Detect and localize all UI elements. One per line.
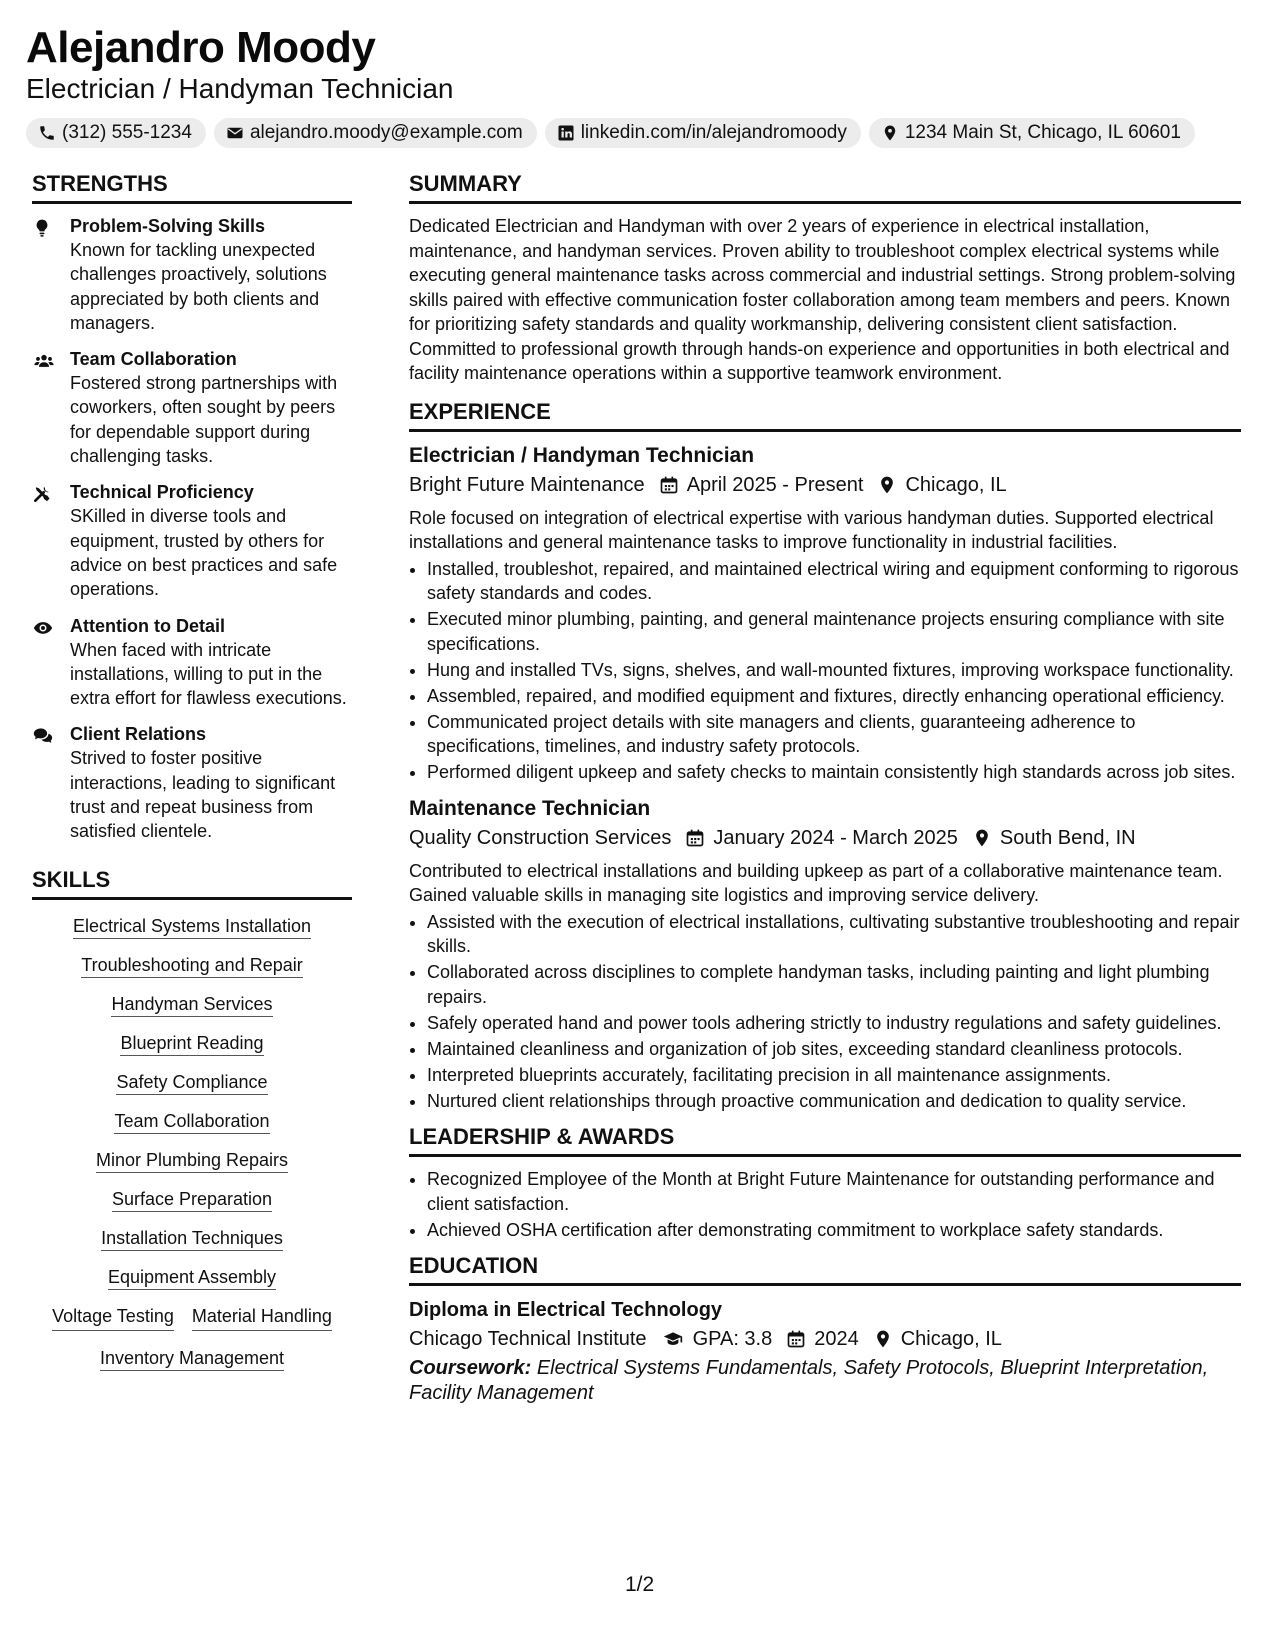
coursework-label: Coursework: — [409, 1357, 532, 1379]
skill-tag: Troubleshooting and Repair — [81, 955, 302, 978]
envelope-icon — [226, 124, 244, 142]
summary-text: Dedicated Electrician and Handyman with over 2 years of experience in electrical installation, maintenance, and handyman services. Proven ability to troubleshoot complex electrical systems while executing general maintenance tasks across commercial and industrial settings. Strong problem-solving skills paired with effective communication foster collaboration among team members and peers. Known for prioritizing safety standards and quality workmanship, delivering consistent client satisfaction. Committed to professional growth through hands-on experience and opportunities in both electrical and facility maintenance operations within a supportive teamwork environment. — [409, 216, 1236, 383]
contact-phone-text: (312) 555-1234 — [62, 122, 192, 143]
job-description: Role focused on integration of electrical expertise with various handyman duties. Supported electrical installations and general maintenance tasks to improve functionality in industrial facilities. — [409, 507, 1214, 552]
contact-linkedin[interactable] — [545, 118, 861, 148]
school-location: Chicago, IL — [900, 1328, 1002, 1350]
contact-email-text: alejandro.moody@example.com — [249, 122, 523, 143]
contact-email[interactable] — [214, 118, 537, 148]
skill-tag: Electrical Systems Installation — [73, 916, 311, 939]
contact-linkedin-text: linkedin.com/in/alejandromoody — [580, 122, 847, 143]
strengths-heading: STRENGTHS — [32, 170, 352, 204]
skill-tag: Installation Techniques — [101, 1228, 283, 1251]
strength-desc: When faced with intricate installations, willing to put in the extra effort for flawless executions. — [70, 639, 347, 709]
strength-item — [32, 214, 352, 335]
lightbulb-icon — [32, 218, 52, 238]
contact-address[interactable] — [869, 118, 1195, 148]
skill-tag: Inventory Management — [100, 1348, 284, 1371]
job-entry — [409, 442, 1241, 785]
bullet-item: • Assembled, repaired, and modified equipment and fixtures, directly enhancing operational efficiency. — [427, 684, 1241, 709]
strength-desc: Strived to foster positive interactions, leading to significant trust and repeat business from satisfied clientele. — [70, 748, 336, 842]
skill-tag: Surface Preparation — [112, 1189, 272, 1212]
bullet-item: • Achieved OSHA certification after demonstrating commitment to workplace safety standards. — [427, 1218, 1241, 1243]
strength-title: Team Collaboration — [70, 349, 237, 370]
skill-tag: Team Collaboration — [114, 1111, 269, 1134]
skill-tag: Minor Plumbing Repairs — [96, 1150, 288, 1173]
strength-title: Client Relations — [70, 724, 207, 745]
summary-heading: SUMMARY — [409, 170, 1241, 204]
strength-desc: Known for tackling unexpected challenges proactively, solutions appreciated by both clients and managers. — [70, 240, 327, 333]
strength-item — [32, 480, 352, 601]
bullet-item: • Assisted with the execution of electrical installations, cultivating substantive troubleshooting and repair skills. — [427, 910, 1241, 959]
location-pin-icon — [881, 124, 899, 142]
skills-heading: SKILLS — [32, 866, 352, 900]
linkedin-icon — [557, 124, 575, 142]
job-company: Quality Construction Services — [409, 826, 672, 849]
strength-item — [32, 722, 352, 843]
strength-item — [32, 614, 352, 711]
coursework-list: Electrical Systems Fundamentals, Safety Protocols, Blueprint Interpretation, Facility Management — [409, 1357, 1209, 1404]
comments-icon — [32, 726, 54, 746]
job-bullets — [409, 557, 1241, 785]
job-entry — [409, 795, 1241, 1114]
bullet-item: • Hung and installed TVs, signs, shelves, and wall-mounted fixtures, improving workspace functionality. — [427, 658, 1241, 683]
page-number: 1/2 — [625, 1573, 655, 1596]
bullet-item: • Installed, troubleshot, repaired, and maintained electrical wiring and equipment conforming to rigorous safety standards and codes. — [427, 557, 1241, 606]
contact-phone[interactable] — [26, 118, 206, 148]
left-column — [32, 170, 352, 1370]
resume-header — [26, 22, 1256, 148]
school-name: Chicago Technical Institute — [409, 1328, 647, 1350]
graduation-year: 2024 — [814, 1328, 859, 1350]
skill-tag: Equipment Assembly — [108, 1267, 276, 1290]
users-icon — [32, 351, 56, 371]
skill-tag: Material Handling — [192, 1304, 332, 1331]
location-pin-icon — [972, 828, 992, 848]
leadership-heading: LEADERSHIP & AWARDS — [409, 1123, 1241, 1157]
job-title: Maintenance Technician — [409, 796, 651, 820]
strength-desc: SKilled in diverse tools and equipment, trusted by others for advice on best practices and safe operations. — [70, 506, 338, 600]
contact-address-text: 1234 Main St, Chicago, IL 60601 — [904, 122, 1181, 143]
job-meta — [409, 470, 1241, 500]
skill-tag: Safety Compliance — [116, 1072, 267, 1095]
bullet-item: • Collaborated across disciplines to complete handyman tasks, including painting and light plumbing repairs. — [427, 960, 1241, 1009]
leadership-bullets — [409, 1167, 1241, 1242]
skill-tag: Handyman Services — [111, 994, 272, 1017]
strength-desc: Fostered strong partnerships with coworkers, often sought by peers for dependable support during challenging tasks. — [70, 373, 338, 467]
skills-list — [32, 914, 352, 1370]
strength-item — [32, 347, 352, 468]
right-column — [409, 170, 1241, 1405]
experience-heading: EXPERIENCE — [409, 398, 1241, 432]
job-location: Chicago, IL — [905, 473, 1007, 496]
phone-icon — [38, 124, 56, 142]
tools-icon — [32, 484, 52, 504]
job-company: Bright Future Maintenance — [409, 473, 645, 496]
location-pin-icon — [877, 475, 897, 495]
location-pin-icon — [873, 1329, 893, 1349]
bullet-item: • Executed minor plumbing, painting, and general maintenance projects ensuring compliance with site specifications. — [427, 607, 1241, 656]
skill-tag: Voltage Testing — [52, 1304, 174, 1331]
job-dates: January 2024 - March 2025 — [713, 826, 958, 849]
gpa: GPA: 3.8 — [692, 1328, 773, 1350]
education-entry — [409, 1296, 1241, 1405]
coursework — [409, 1356, 1241, 1405]
candidate-name: Alejandro Moody — [26, 23, 376, 72]
strength-title: Problem-Solving Skills — [70, 216, 266, 236]
calendar-icon — [685, 828, 705, 848]
job-title: Electrician / Handyman Technician — [409, 443, 755, 467]
degree: Diploma in Electrical Technology — [409, 1299, 723, 1321]
job-meta — [409, 823, 1241, 853]
job-description: Contributed to electrical installations and building upkeep as part of a collaborative maintenance team. Gained valuable skills in managing site logistics and improving service delivery. — [409, 860, 1223, 905]
calendar-icon — [786, 1329, 806, 1349]
skill-tag: Blueprint Reading — [120, 1033, 263, 1056]
contact-bar — [26, 118, 1256, 148]
bullet-item: • Maintained cleanliness and organization of job sites, exceeding standard cleanliness protocols. — [427, 1037, 1241, 1062]
education-meta — [409, 1324, 1241, 1354]
bullet-item: • Interpreted blueprints accurately, facilitating precision in all maintenance assignments. — [427, 1063, 1241, 1088]
calendar-icon — [659, 475, 679, 495]
strength-title: Attention to Detail — [70, 615, 225, 636]
graduation-cap-icon — [661, 1329, 685, 1349]
job-location: South Bend, IN — [999, 826, 1136, 849]
bullet-item: • Performed diligent upkeep and safety checks to maintain consistently high standards across job sites. — [427, 760, 1241, 785]
bullet-item: • Safely operated hand and power tools adhering strictly to industry regulations and safety guidelines. — [427, 1011, 1241, 1036]
eye-icon — [32, 618, 54, 638]
bullet-item: • Communicated project details with site managers and clients, guaranteeing adherence to specifications, timelines, and industry safety protocols. — [427, 710, 1241, 759]
candidate-title: Electrician / Handyman Technician — [26, 73, 454, 104]
job-dates: April 2025 - Present — [686, 473, 864, 496]
bullet-item: • Nurtured client relationships through proactive communication and dedication to quality service. — [427, 1089, 1241, 1114]
strength-title: Technical Proficiency — [70, 482, 254, 503]
bullet-item: • Recognized Employee of the Month at Bright Future Maintenance for outstanding performance and client satisfaction. — [427, 1167, 1241, 1216]
education-heading: EDUCATION — [409, 1252, 1241, 1286]
job-bullets — [409, 910, 1241, 1114]
